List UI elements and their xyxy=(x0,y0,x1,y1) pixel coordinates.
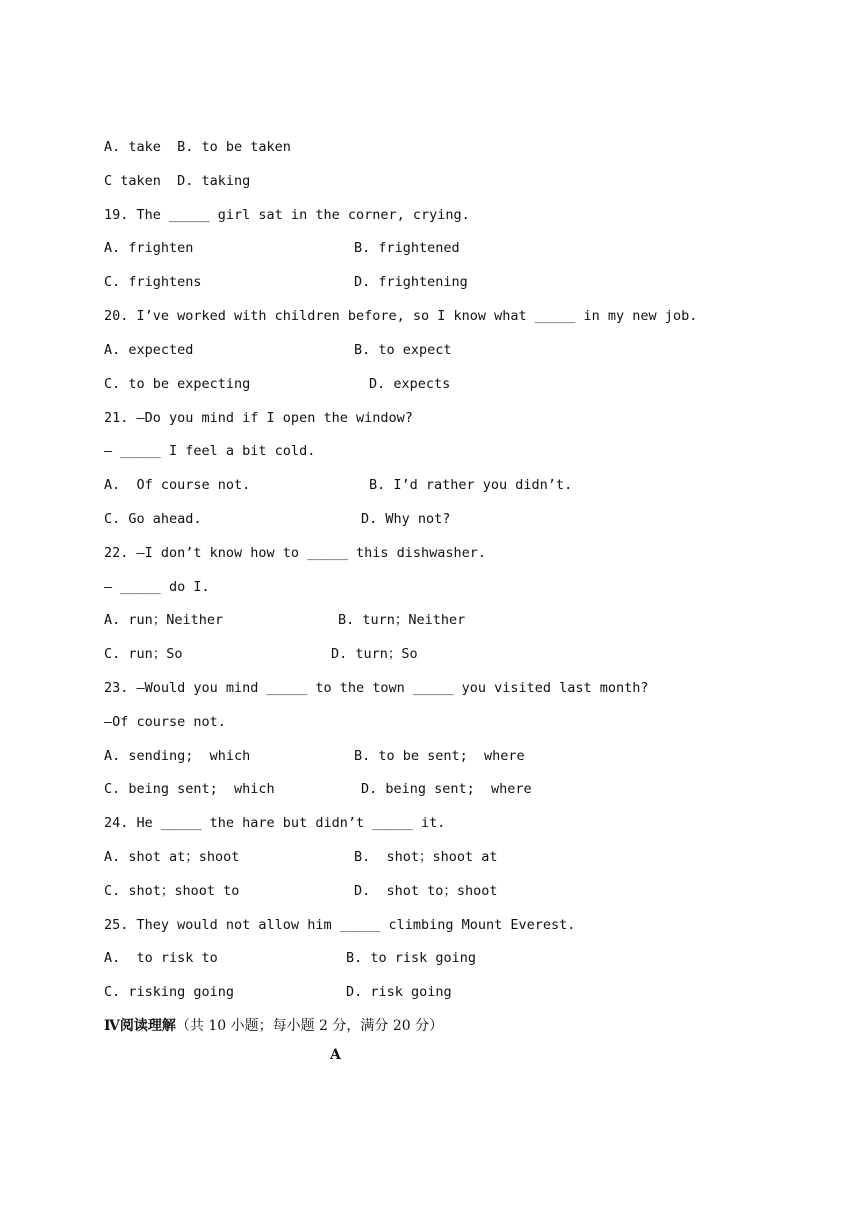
q18-options-row-2: C taken D. taking xyxy=(104,173,251,189)
q19-stem: 19. The _____ girl sat in the corner, crying. xyxy=(104,207,470,223)
q18-options-row-1: A. take B. to be taken xyxy=(104,139,291,155)
q22-option-a: A. run；Neither xyxy=(104,612,224,628)
q20-option-c: C. to be expecting xyxy=(104,376,251,392)
q22-option-b: B. turn；Neither xyxy=(338,612,466,628)
q25-option-c: C. risking going xyxy=(104,984,235,1000)
q23-option-b: B. to be sent; where xyxy=(354,748,525,764)
q19-option-c: C. frightens xyxy=(104,274,202,290)
q23-stem: 23. —Would you mind _____ to the town _____ you visited last month? xyxy=(104,680,649,696)
section-note: （共 10 小题；每小题 2 分，满分 20 分） xyxy=(175,1018,444,1034)
q21-option-a: A. Of course not. xyxy=(104,477,251,493)
q23-reply: —Of course not. xyxy=(104,714,226,730)
q22-option-d: D. turn；So xyxy=(331,646,418,662)
q24-stem: 24. He _____ the hare but didn’t _____ it. xyxy=(104,815,446,831)
q20-option-b: B. to expect xyxy=(354,342,452,358)
q19-option-a: A. frighten xyxy=(104,240,194,256)
q25-option-b: B. to risk going xyxy=(346,950,477,966)
q24-option-d: D. shot to；shoot xyxy=(354,883,498,899)
q20-option-a: A. expected xyxy=(104,342,194,358)
section-heading xyxy=(104,1015,443,1037)
q24-option-c: C. shot；shoot to xyxy=(104,883,240,899)
q19-option-b: B. frightened xyxy=(354,240,460,256)
q20-stem: 20. I’ve worked with children before, so I know what _____ in my new job. xyxy=(104,308,698,324)
q25-stem: 25. They would not allow him _____ climbing Mount Everest. xyxy=(104,917,576,933)
q24-option-a: A. shot at；shoot xyxy=(104,849,240,865)
q22-option-c: C. run；So xyxy=(104,646,183,662)
passage-label: A xyxy=(330,1047,341,1063)
q25-option-a: A. to risk to xyxy=(104,950,218,966)
q23-option-c: C. being sent; which xyxy=(104,781,275,797)
q21-reply: — _____ I feel a bit cold. xyxy=(104,443,316,459)
q21-option-b: B. I’d rather you didn’t. xyxy=(369,477,573,493)
q22-reply: — _____ do I. xyxy=(104,579,210,595)
q19-option-d: D. frightening xyxy=(354,274,468,290)
section-title: 阅读理解 xyxy=(119,1018,176,1034)
q24-option-b: B. shot；shoot at xyxy=(354,849,498,865)
section-numeral: Ⅳ xyxy=(104,1018,120,1034)
q25-option-d: D. risk going xyxy=(346,984,452,1000)
q21-stem: 21. —Do you mind if I open the window? xyxy=(104,410,413,426)
q21-option-c: C. Go ahead. xyxy=(104,511,202,527)
q22-stem: 22. —I don’t know how to _____ this dishwasher. xyxy=(104,545,487,561)
q21-option-d: D. Why not? xyxy=(361,511,451,527)
q20-option-d: D. expects xyxy=(369,376,451,392)
q23-option-d: D. being sent; where xyxy=(361,781,532,797)
q23-option-a: A. sending; which xyxy=(104,748,251,764)
